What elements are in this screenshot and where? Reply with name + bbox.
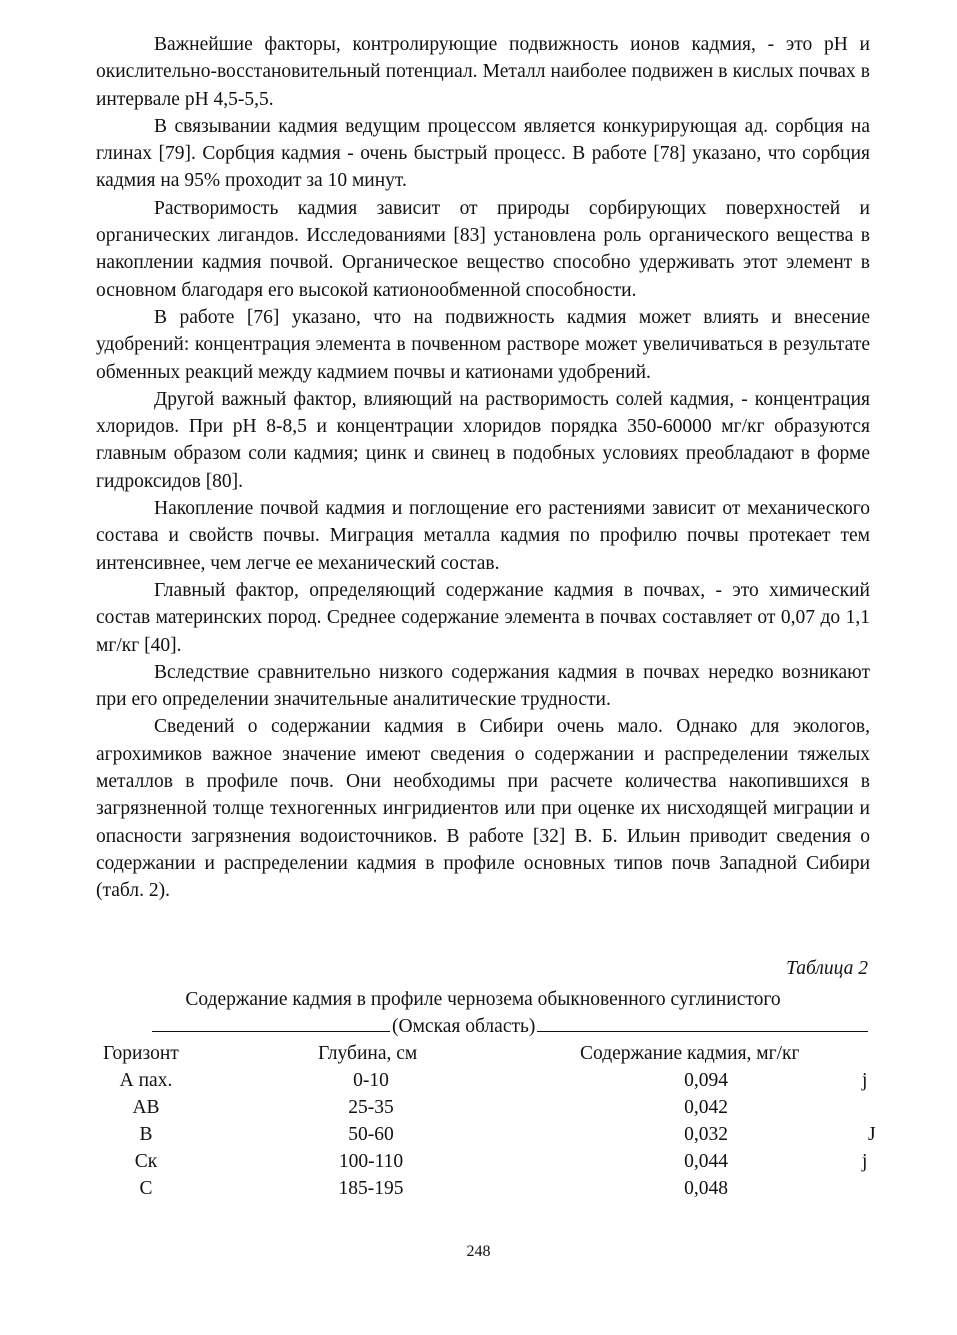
table-row <box>96 1121 880 1148</box>
paragraph: Главный фактор, определяющий содержание кадмия в почвах, - это химический состав материнских пород. Среднее содержание элемента в почвах составляет от 0,07 до 1,1 мг/кг [40]. <box>96 579 870 656</box>
table-header-row <box>96 1040 880 1067</box>
cell-cadmium: 0,044 <box>684 1151 728 1172</box>
table-title <box>96 986 870 1040</box>
cell-cadmium: 0,032 <box>684 1124 728 1145</box>
paragraph: В связывании кадмия ведущим процессом является конкурирующая ад. сорбция на глинах [79]. Сорбция кадмия - очень быстрый процесс. В работе [78] указано, что сорбция кадмия на 95% проходит за 10 минут. <box>96 115 870 192</box>
header-cadmium: Содержание кадмия, мг/кг <box>580 1043 800 1064</box>
page-number: 248 <box>466 1243 491 1260</box>
cadmium-table <box>96 1040 880 1202</box>
paragraph: Важнейшие факторы, контролирующие подвижность ионов кадмия, - это рН и окислительно-восстановительный потенциал. Металл наиболее подвижен в кислых почвах в интервале рН 4,5-5,5. <box>96 34 870 110</box>
cell-cadmium: 0,094 <box>684 1070 728 1091</box>
paragraph: Вследствие сравнительно низкого содержания кадмия в почвах нередко возникают при его определении значительные аналитические трудности. <box>96 661 870 711</box>
cell-cadmium: 0,042 <box>684 1097 728 1118</box>
table-title-line1: Содержание кадмия в профиле чернозема обыкновенного суглинистого <box>185 989 781 1010</box>
cell-horizon: А пах. <box>119 1070 173 1091</box>
cell-horizon: В <box>139 1124 153 1145</box>
table-row <box>96 1094 880 1121</box>
paragraph: Другой важный фактор, влияющий на растворимость солей кадмия, - концентрация хлоридов. При рН 8-8,5 и концентрации хлоридов порядка 350-60000 мг/кг образуются главным образом соли кадмия; цинк и свинец в подобных условиях преобладают в форме гидроксидов [80]. <box>96 388 870 492</box>
cell-cadmium: 0,048 <box>684 1178 728 1199</box>
underline-rule <box>537 1013 868 1032</box>
table-row <box>96 1175 880 1202</box>
header-depth: Глубина, см <box>318 1043 418 1064</box>
table-region: (Омская область) <box>392 1016 536 1037</box>
header-horizon: Горизонт <box>103 1043 179 1064</box>
cell-mark: j <box>862 1070 868 1091</box>
cell-depth: 25-35 <box>348 1097 394 1118</box>
paragraph: Сведений о содержании кадмия в Сибири очень мало. Однако для экологов, агрохимиков важное значение имеют сведения о содержании и распределении тяжелых металлов в профиле почв. Они необходимы при расчете количества накопившихся в загрязненной толще техногенных ингридиентов или при оценке их нисходящей миграции и опасности загрязнения водоисточников. В работе [32] В. Б. Ильин приводит сведения о содержании и распределении кадмия в профиле основных типов почв Западной Сибири (табл. 2). <box>96 716 870 902</box>
body-text <box>96 31 870 905</box>
cell-horizon: Ск <box>134 1151 158 1172</box>
paragraph: Растворимость кадмия зависит от природы сорбирующих поверхностей и органических лигандов. Исследованиями [83] установлена роль органического вещества в накоплении кадмия почвой. Органическое вещество способно удерживать этот элемент в основном благодаря его высокой катионообменной способности. <box>96 197 870 301</box>
table-caption: Таблица 2 <box>786 958 868 979</box>
cell-mark: J <box>868 1124 876 1145</box>
table-title-line2 <box>96 1013 870 1040</box>
cell-mark: j <box>862 1151 868 1172</box>
cell-depth: 100-110 <box>338 1151 404 1172</box>
table-row <box>96 1067 880 1094</box>
cell-depth: 50-60 <box>348 1124 394 1145</box>
cell-horizon: АВ <box>132 1097 160 1118</box>
table-row <box>96 1148 880 1175</box>
cell-depth: 0-10 <box>353 1070 389 1091</box>
cell-horizon: С <box>139 1178 153 1199</box>
paragraph: Накопление почвой кадмия и поглощение его растениями зависит от механического состава и свойств почвы. Миграция металла кадмия по профилю почвы протекает тем интенсивнее, чем легче ее механический состав. <box>96 498 870 574</box>
cell-depth: 185-195 <box>338 1178 404 1199</box>
paragraph: В работе [76] указано, что на подвижность кадмия может влиять и внесение удобрений: концентрация элемента в почвенном растворе может увеличиваться в результате обменных реакций между кадмием почвы и катионами удобрений. <box>96 306 870 383</box>
underline-rule <box>152 1013 390 1032</box>
